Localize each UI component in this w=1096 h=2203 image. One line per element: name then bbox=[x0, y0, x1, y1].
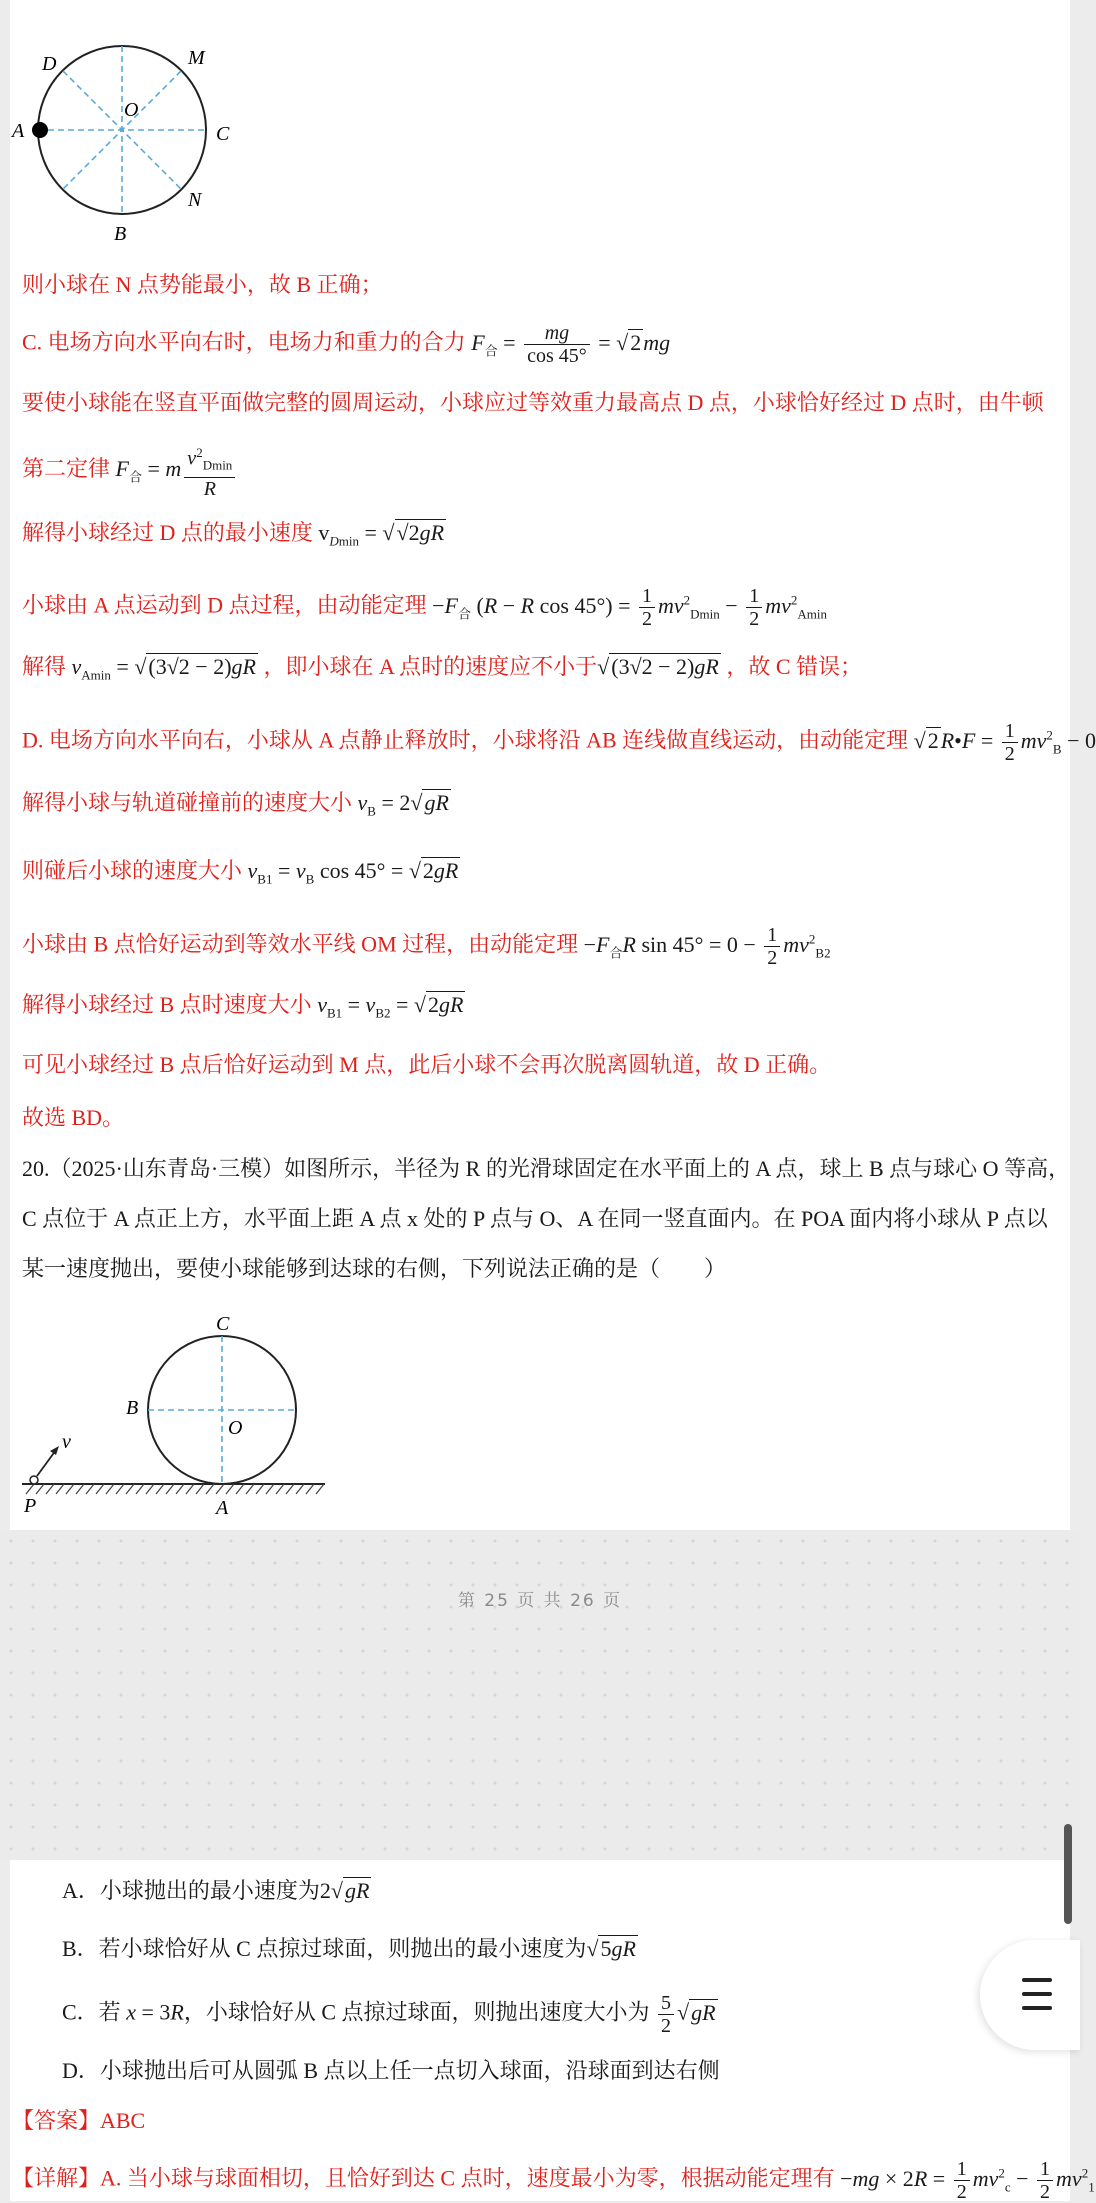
document-page-26 bbox=[10, 1860, 1095, 2203]
scrollbar[interactable] bbox=[1064, 1824, 1072, 1924]
option-c: C．若 x = 3R，小球恰好从 C 点掠过球面，则抛出速度大小为 $\frac{5}{2}$ √gR bbox=[62, 1992, 716, 2037]
solution-line-8: D. 电场方向水平向右，小球从 A 点静止释放时，小球将沿 AB 连线做直线运动，由动能定理 √2R•F = $\frac{1}{2}$ $mv^2_B - 0$ bbox=[22, 720, 1096, 765]
solution-line-9: 解得小球与轨道碰撞前的速度大小 $v_B = 2√gR$ bbox=[22, 790, 449, 819]
option-b: B．若小球恰好从 C 点掠过球面，则抛出的最小速度为√5gR bbox=[62, 1936, 636, 1961]
label-A: A bbox=[12, 120, 25, 142]
solution-line-13: 可见小球经过 B 点后恰好运动到 M 点，此后小球不会再次脱离圆轨道，故 D 正确。 bbox=[22, 1052, 832, 1077]
page-gap-background bbox=[0, 1530, 1080, 1860]
solution-line-12: 解得小球经过 B 点时速度大小 $v_{B1} = v_{B2} = √2gR$ bbox=[22, 992, 464, 1021]
menu-button[interactable] bbox=[980, 1940, 1080, 2050]
solution-line-1: 则小球在 N 点势能最小，故 B 正确； bbox=[22, 272, 383, 297]
question-20-line-3: 某一速度抛出，要使小球能够到达球的右侧，下列说法正确的是（ ） bbox=[22, 1256, 727, 1281]
solution-line-14: 故选 BD。 bbox=[22, 1105, 125, 1130]
question-20-line-1: 20.（2025·山东青岛·三模）如图所示，半径为 R 的光滑球固定在水平面上的 A 点，球上 B 点与球心 O 等高， bbox=[22, 1156, 1071, 1181]
solution-line-7: 解得 $v_{Amin} = √(3√2 - 2)gR$ ，即小球在 A 点时的速度应不小于√(3√2 − 2)gR ，故 C 错误； bbox=[22, 654, 863, 683]
option-d: D．小球抛出后可从圆弧 B 点以上任一点切入球面，沿球面到达右侧 bbox=[62, 2058, 720, 2083]
label-O: O bbox=[124, 99, 139, 121]
option-a: A．小球抛出的最小速度为2√gR bbox=[62, 1878, 370, 1903]
solution-line-11: 小球由 B 点恰好运动到等效水平线 OM 过程，由动能定理 $-F_合R$ sin 45° = 0 − $\frac{1}{2}$ $mv^2_{B2}$ bbox=[22, 924, 831, 969]
answer-line: 【答案】ABC bbox=[12, 2108, 146, 2133]
solution-line-4: 第二定律 $F_合 = m$ $v^2_{Dmin}$ R bbox=[22, 442, 238, 500]
menu-icon bbox=[1022, 1978, 1052, 1982]
label-C: C bbox=[216, 123, 230, 145]
solution-line-5: 解得小球经过 D 点的最小速度 $v_{Dmin} = √√2gR$ bbox=[22, 520, 445, 549]
solution-line-3: 要使小球能在竖直平面做完整的圆周运动，小球应过等效重力最高点 D 点，小球恰好经过 D 点时，由牛顿 bbox=[22, 390, 1044, 415]
label-C2: C bbox=[216, 1313, 230, 1335]
menu-icon-bar-3 bbox=[1022, 2006, 1052, 2010]
label-B2: B bbox=[126, 1397, 139, 1419]
label-P: P bbox=[24, 1495, 37, 1517]
detail-line: 【详解】A. 当小球与球面相切，且恰好到达 C 点时，速度最小为零，根据动能定理有 −mg × 2R = $\frac{1}{2}$ $mv^2_c$ − $\frac{1}{2}$ $mv^2_1$ bbox=[12, 2158, 1095, 2203]
sphere-diagram-2 bbox=[10, 1310, 340, 1520]
label-M: M bbox=[188, 47, 205, 69]
label-v: v bbox=[62, 1431, 71, 1453]
question-20-line-2: C 点位于 A 点正上方，水平面上距 A 点 x 处的 P 点与 O、A 在同一竖直面内。在 POA 面内将小球从 P 点以 bbox=[22, 1206, 1048, 1231]
document-page-25 bbox=[10, 0, 1096, 1530]
menu-icon-bar-2 bbox=[1022, 1992, 1052, 1996]
circle-diagram-1 bbox=[10, 0, 250, 250]
solution-line-6: 小球由 A 点运动到 D 点过程，由动能定理 $-F_合$ (R − R cos 45°) = $\frac{1}{2}$ $mv^2_{Dmin}$ − $\frac{1}{2}$ $mv^2_{Amin}$ bbox=[22, 585, 827, 630]
label-N: N bbox=[188, 189, 202, 211]
solution-line-10: 则碰后小球的速度大小 $v_{B1} = v_B$ cos 45° = √2gR bbox=[22, 858, 459, 887]
label-D: D bbox=[42, 53, 57, 75]
label-O2: O bbox=[228, 1417, 243, 1439]
label-B: B bbox=[114, 223, 127, 245]
page-footer: 第 25 页 共 26 页 bbox=[457, 1591, 623, 1611]
solution-line-2: C. 电场方向水平向右时，电场力和重力的合力 $F_合$ = $\frac{mg}{\cos 45^\circ}$ = √2mg bbox=[22, 322, 671, 367]
label-A2: A bbox=[216, 1497, 229, 1519]
